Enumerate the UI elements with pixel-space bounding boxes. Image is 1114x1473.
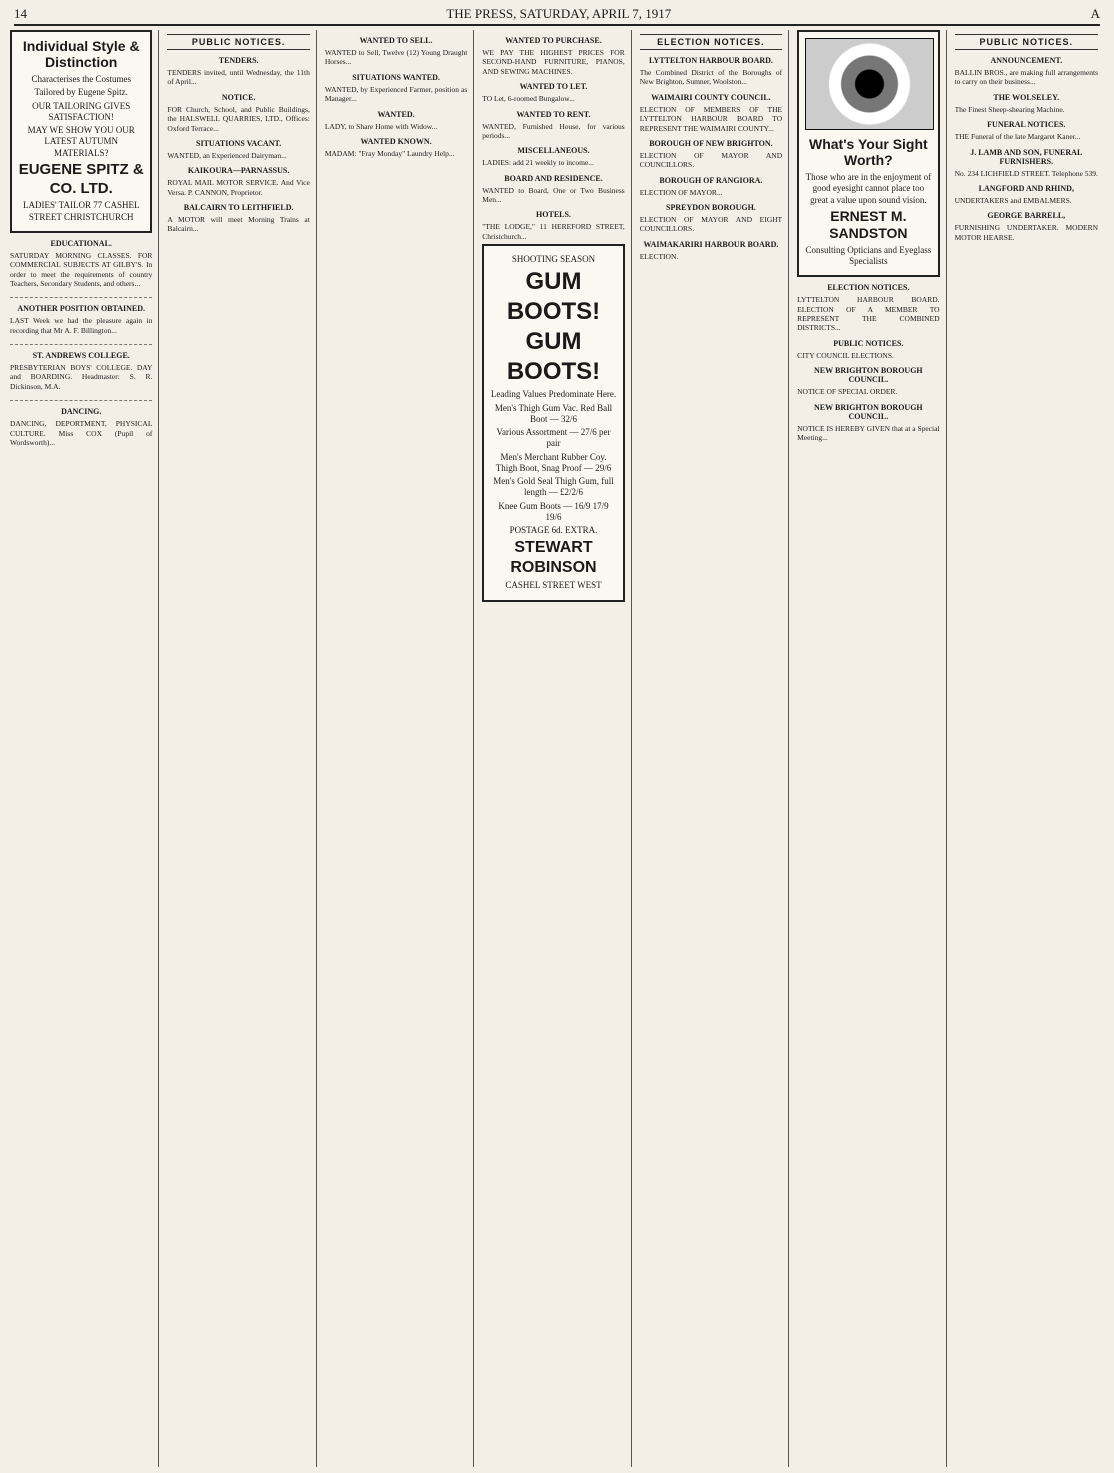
section-text: WANTED, an Experienced Dairyman... bbox=[167, 150, 287, 160]
price-line: Various Assortment — 27/6 per pair bbox=[496, 427, 611, 449]
section-title: MISCELLANEOUS. bbox=[517, 146, 590, 156]
ad-sub: LADIES' TAILOR 77 CASHEL STREET CHRISTCHURCH bbox=[22, 200, 140, 222]
section-title: WANTED KNOWN. bbox=[360, 136, 432, 146]
column-5 bbox=[640, 30, 789, 1467]
section-text: ELECTION OF MAYOR AND COUNCILLORS. bbox=[639, 150, 783, 170]
section-title: NEW BRIGHTON BOROUGH COUNCIL. bbox=[814, 402, 923, 421]
section-title: SPREYDON BOROUGH. bbox=[666, 203, 756, 212]
store-address: CASHEL STREET WEST bbox=[505, 580, 602, 591]
section-text: UNDERTAKERS and EMBALMERS. bbox=[954, 195, 1072, 205]
masthead-section: A bbox=[1090, 6, 1100, 21]
ad-line: Tailored by Eugene Spitz. bbox=[34, 87, 128, 98]
section-title: ANOTHER POSITION OBTAINED. bbox=[17, 304, 146, 314]
section-title: LYTTELTON HARBOUR BOARD. bbox=[648, 56, 773, 65]
page-number: 14 bbox=[14, 6, 27, 21]
section-title: ANNOUNCEMENT. bbox=[990, 56, 1063, 65]
section-text: WANTED to Board, One or Two Business Men... bbox=[482, 185, 625, 204]
section-text: FURNISHING UNDERTAKER. MODERN MOTOR HEARSE. bbox=[954, 223, 1098, 242]
section-title: HOTELS. bbox=[536, 210, 571, 220]
section-text: FOR Church, School, and Public Buildings, the HALSWELL QUARRIES, LTD., Offices: Oxford Terrace... bbox=[167, 104, 310, 133]
section-title: BOROUGH OF NEW BRIGHTON. bbox=[649, 138, 773, 148]
section-text: A MOTOR will meet Morning Trains at Balcairn... bbox=[167, 215, 310, 234]
section-text: ELECTION OF MAYOR AND EIGHT COUNCILLORS. bbox=[639, 215, 783, 234]
store-name: STEWART ROBINSON bbox=[510, 539, 597, 577]
section-text: LAST Week we had the pleasure again in recording that Mr A. F. Billington... bbox=[10, 316, 153, 335]
price-line: Knee Gum Boots — 16/9 17/9 19/6 bbox=[498, 500, 609, 522]
ad-tagline: Leading Values Predominate Here. bbox=[490, 389, 617, 400]
section-title: LANGFORD AND RHIND, bbox=[978, 183, 1074, 193]
section-title: NEW BRIGHTON BOROUGH COUNCIL. bbox=[814, 366, 923, 385]
ad-line: MAY WE SHOW YOU OUR LATEST AUTUMN MATERIALS? bbox=[27, 125, 135, 158]
divider bbox=[10, 338, 152, 345]
gum-boots-ad bbox=[482, 244, 624, 602]
divider bbox=[10, 291, 152, 298]
section-text: NOTICE IS HEREBY GIVEN that at a Special Meeting... bbox=[797, 423, 940, 442]
section-title: ELECTION NOTICES. bbox=[827, 283, 910, 293]
eye-illustration bbox=[805, 38, 933, 130]
section-text: The Combined District of the Boroughs of New Brighton, Sumner, Woolston... bbox=[639, 68, 783, 87]
section-title: BOARD AND RESIDENCE. bbox=[504, 173, 603, 183]
column-4 bbox=[482, 30, 631, 1467]
section-text: TO Let, 6-roomed Bungalow... bbox=[482, 94, 575, 104]
section-text: CITY COUNCIL ELECTIONS. bbox=[797, 350, 894, 360]
eugene-spitz-ad bbox=[10, 30, 152, 233]
section-title: WANTED. bbox=[377, 109, 415, 119]
section-text: LYTTELTON HARBOUR BOARD. ELECTION OF A MEMBER TO REPRESENT THE COMBINED DISTRICTS... bbox=[797, 295, 940, 333]
price-line: Men's Gold Seal Thigh Gum, full length — £2/2/6 bbox=[493, 476, 614, 498]
section-text: The Finest Sheep-shearing Machine. bbox=[954, 104, 1065, 114]
section-title: SITUATIONS VACANT. bbox=[196, 138, 282, 148]
price-line: Men's Thigh Gum Vac. Red Ball Boot — 32/6 bbox=[494, 402, 613, 424]
ad-text: Those who are in the enjoyment of good eyesight cannot place too great a value upon sound vision. bbox=[805, 172, 932, 205]
section-text: "THE LODGE," 11 HEREFORD STREET, Christchurch... bbox=[482, 222, 625, 241]
column-1 bbox=[10, 30, 159, 1467]
ad-line: OUR TAILORING GIVES SATISFACTION! bbox=[32, 100, 131, 122]
section-title: TENDERS. bbox=[218, 56, 259, 65]
section-text: DANCING, DEPORTMENT, PHYSICAL CULTURE. Miss COX (Pupil of Wordsworth)... bbox=[10, 419, 153, 447]
section-title: GEORGE BARRELL, bbox=[987, 211, 1066, 221]
section-text: BALLIN BROS., are making full arrangements to carry on their business... bbox=[954, 68, 1098, 87]
ad-line: Characterises the Costumes bbox=[31, 74, 131, 84]
section-text: ELECTION. bbox=[639, 251, 679, 261]
section-title: BALCAIRN TO LEITHFIELD. bbox=[183, 203, 294, 212]
section-text: ELECTION OF MAYOR... bbox=[639, 187, 723, 197]
section-text: ELECTION OF MEMBERS OF THE LYTTELTON HARBOUR BOARD TO REPRESENT THE WAIMAIRI COUNTY... bbox=[639, 104, 783, 133]
divider bbox=[10, 394, 152, 401]
column-header: PUBLIC NOTICES. bbox=[167, 34, 309, 50]
ad-season: SHOOTING SEASON bbox=[511, 254, 596, 265]
section-text: WE PAY THE HIGHEST PRICES FOR SECOND-HAND FURNITURE, PIANOS, AND SEWING MACHINES. bbox=[482, 48, 625, 76]
section-text: NOTICE OF SPECIAL ORDER. bbox=[797, 387, 898, 397]
section-text: MADAM: "Fray Monday" Laundry Help... bbox=[324, 148, 455, 158]
section-text: PRESBYTERIAN BOYS' COLLEGE. DAY and BOARDING. Headmaster: S. R. Dickinson, M.A. bbox=[10, 363, 153, 391]
masthead-title: THE PRESS, SATURDAY, APRIL 7, 1917 bbox=[446, 6, 672, 21]
section-text: WANTED, Furnished House, for various periods... bbox=[482, 121, 625, 140]
section-text: LADIES: add 21 weekly to income... bbox=[482, 158, 594, 168]
ad-title: Individual Style & Distinction bbox=[22, 38, 140, 70]
section-title: FUNERAL NOTICES. bbox=[987, 120, 1066, 130]
section-text: No. 234 LICHFIELD STREET. Telephone 539. bbox=[954, 168, 1098, 178]
section-title: NOTICE. bbox=[221, 92, 256, 102]
section-title: PUBLIC NOTICES. bbox=[833, 338, 904, 348]
section-title: ST. ANDREWS COLLEGE. bbox=[32, 351, 130, 360]
column-2 bbox=[167, 30, 316, 1467]
section-title: WAIMAIRI COUNTY COUNCIL. bbox=[651, 92, 771, 102]
section-text: WANTED, by Experienced Farmer, position as Manager... bbox=[324, 84, 468, 104]
optician-ad bbox=[797, 30, 939, 277]
section-text: SATURDAY MORNING CLASSES. FOR COMMERCIAL SUBJECTS AT GILBY'S. In order to meet the requirements of country Teachers, Secondary Students, and others... bbox=[10, 250, 153, 288]
ad-sub: Consulting Opticians and Eyeglass Specialists bbox=[805, 244, 932, 266]
column-7 bbox=[955, 30, 1104, 1467]
section-title: WANTED TO LET. bbox=[519, 82, 588, 92]
price-line: Men's Merchant Rubber Coy. Thigh Boot, Snag Proof — 29/6 bbox=[495, 451, 612, 473]
column-3 bbox=[325, 30, 474, 1467]
ad-title: What's Your Sight Worth? bbox=[809, 136, 928, 168]
section-text: LADY, to Share Home with Widow... bbox=[324, 121, 438, 131]
section-text: TENDERS invited, until Wednesday, the 11th of April... bbox=[167, 68, 310, 87]
section-title: SITUATIONS WANTED. bbox=[352, 72, 440, 82]
section-text: WANTED to Sell, Twelve (12) Young Draught Horses... bbox=[324, 48, 468, 67]
section-text: ROYAL MAIL MOTOR SERVICE. And Vice Versa. P. CANNON, Proprietor. bbox=[167, 178, 310, 197]
section-title: J. LAMB AND SON, FUNERAL FURNISHERS. bbox=[970, 147, 1083, 166]
section-title: WANTED TO SELL. bbox=[359, 36, 433, 45]
section-title: WANTED TO RENT. bbox=[516, 109, 591, 119]
ad-name: ERNEST M. SANDSTON bbox=[829, 207, 908, 242]
column-6 bbox=[797, 30, 946, 1467]
ad-headline: GUM BOOTS! GUM BOOTS! bbox=[506, 268, 601, 386]
section-title: WANTED TO PURCHASE. bbox=[505, 36, 602, 45]
section-title: DANCING. bbox=[61, 407, 102, 417]
section-title: KAIKOURA—PARNASSUS. bbox=[187, 166, 290, 176]
ad-brand: EUGENE SPITZ & CO. LTD. bbox=[18, 160, 144, 197]
section-title: WAIMAKARIRI HARBOUR BOARD. bbox=[643, 239, 779, 249]
column-header: ELECTION NOTICES. bbox=[640, 34, 782, 50]
column-header: PUBLIC NOTICES. bbox=[955, 34, 1098, 50]
section-title: EDUCATIONAL. bbox=[50, 238, 112, 248]
section-text: THE Funeral of the late Margaret Kaner... bbox=[954, 132, 1081, 142]
masthead bbox=[14, 4, 1100, 26]
section-title: BOROUGH OF RANGIORA. bbox=[659, 175, 763, 185]
postage: POSTAGE 6d. EXTRA. bbox=[509, 525, 598, 536]
section-title: THE WOLSELEY. bbox=[993, 92, 1060, 102]
